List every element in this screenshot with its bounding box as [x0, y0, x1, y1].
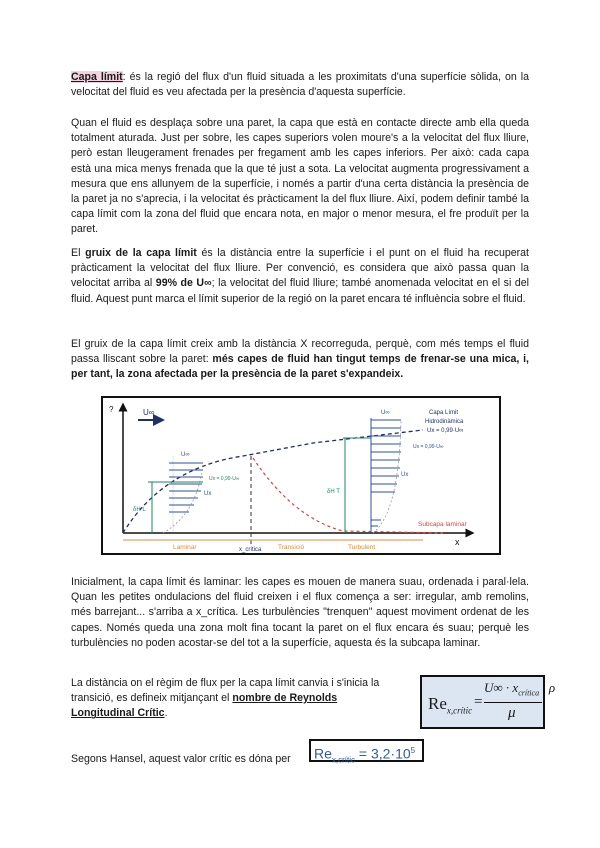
legend-line-3: Ux = 0,99·U∞: [427, 428, 464, 434]
formula-fraction-bar: [484, 702, 542, 703]
hansel-critical-value: $Re_{x,crític} = 3,2\cdot 10^5$: [309, 739, 424, 762]
formula-equals: =: [474, 694, 483, 710]
paragraph-transition: Inicialment, la capa límit és laminar: les capes es mouen de manera suau, ordenada i paral·lela. Quan les petites ondulacions del fluid creixen i el flux comença a ser: irregular, amb remolins, més barrejant... s'arriba a x_crítica. Les turbulències "trenquen" aquest moviment ordenat de les capes. Només queda una zona molt fina tocant la paret on el flux encara és suau; perquè les turbulències no poden acostar-se del tot a la superfície, aquesta és la subcapa laminar.: [71, 576, 529, 649]
paragraph-reynolds: La distància on el règim de flux per la capa límit canvia i s'inicia la transició, es defineix mitjançant el nombre de Reynolds Longitudinal Crític.: [71, 677, 380, 720]
paragraph-definition: Capa límit: és la regió del flux d'un fluid situada a les proximitats d'una superfície sòlida, on la velocitat del fluid es veu afectada per la presència d'aquesta superfície.: [71, 71, 529, 99]
laminar-ux-label: Ux: [204, 491, 212, 497]
turbulent-profile-top-label: U∞: [381, 410, 390, 416]
laminar-ux99-label: Ux = 0,99·U∞: [209, 476, 240, 482]
formula-lhs: $Re_{x,crític}$: [428, 694, 473, 716]
paragraph-hansel: Segons Hansel, aquest valor crític es dóna per: [71, 753, 291, 765]
reynolds-formula: [420, 675, 556, 729]
laminar-profile-top-label: U∞: [181, 452, 190, 458]
zone-transition-label: Transició: [278, 544, 305, 551]
boundary-layer-diagram: [101, 396, 501, 555]
x-critical-label: x_crítica: [239, 547, 262, 553]
paragraph-growth: El gruix de la capa límit creix amb la distància X recorreguda, perquè, com més temps el fluid passa lliscant sobre la paret: més capes de fluid han tingut temps de frenar-se una mica, i, per tant, la zona afectada per la presència de la paret s'expandeix.: [71, 338, 529, 381]
x-axis-label: x: [455, 537, 460, 547]
free-stream-label: U∞: [143, 408, 155, 417]
laminar-velocity-profile: [163, 456, 203, 533]
term-reynolds: nombre de Reynolds Longitudinal Crític: [71, 692, 338, 720]
zone-laminar-label: Laminar: [173, 544, 197, 551]
paragraph-thickness: El gruix de la capa límit és la distància entre la superfície i el punt on el fluid ha recuperat pràcticament la velocitat del flux lliure. Per convenció, es considera que això passa quan la velocitat arriba al 99% de U∞; la velocitat del fluid lliure; també anomenada velocitat en el si del fluid. Aquest punt marca el límit superior de la regió on la paret encara té influència sobre el fluid.: [71, 247, 529, 305]
sublayer-label: Subcapa laminar: [418, 521, 467, 528]
y-axis-label: ?: [109, 405, 114, 414]
paragraph-explanation: Quan el fluid es desplaça sobre una paret, la capa que està en contacte directe amb ella queda totalment aturada. Just per sobre, les capes superiors volen moure's a la velocitat del flux lliure, però estan lleugerament frenades per fregament amb les capes inferiors. Per això: cada capa està una mica menys frenada que la que té just a sota. La velocitat augmenta progressivament a mesura que ens allunyem de la superfície, i només a partir d'una certa distància la presència de la paret ja no s'aprecia, i la velocitat és pràcticament la del flux lliure. Així, podem definir també la capa límit com la zona del fluid que encara nota, en major o menor mesura, el fre produït per la paret.: [71, 117, 529, 236]
formula-numerator: $U\infty \cdot x_{crítica} \cdot \rho$: [484, 680, 556, 698]
formula-denominator: μ: [508, 705, 516, 721]
legend-line-1: Capa Límit: [429, 410, 459, 416]
turbulent-ux99-label: Ux = 0,99·U∞: [413, 444, 444, 450]
sublayer-curve: [253, 458, 443, 533]
zone-turbulent-label: Turbulent: [348, 544, 376, 551]
term-capa-limit: Capa límit: [71, 71, 123, 83]
delta-laminar-label: δH L: [133, 507, 146, 513]
turbulent-ux-label: Ux: [401, 472, 409, 478]
legend-line-2: Hidrodinàmica: [425, 419, 464, 425]
delta-turbulent-label: δH T: [327, 489, 340, 495]
